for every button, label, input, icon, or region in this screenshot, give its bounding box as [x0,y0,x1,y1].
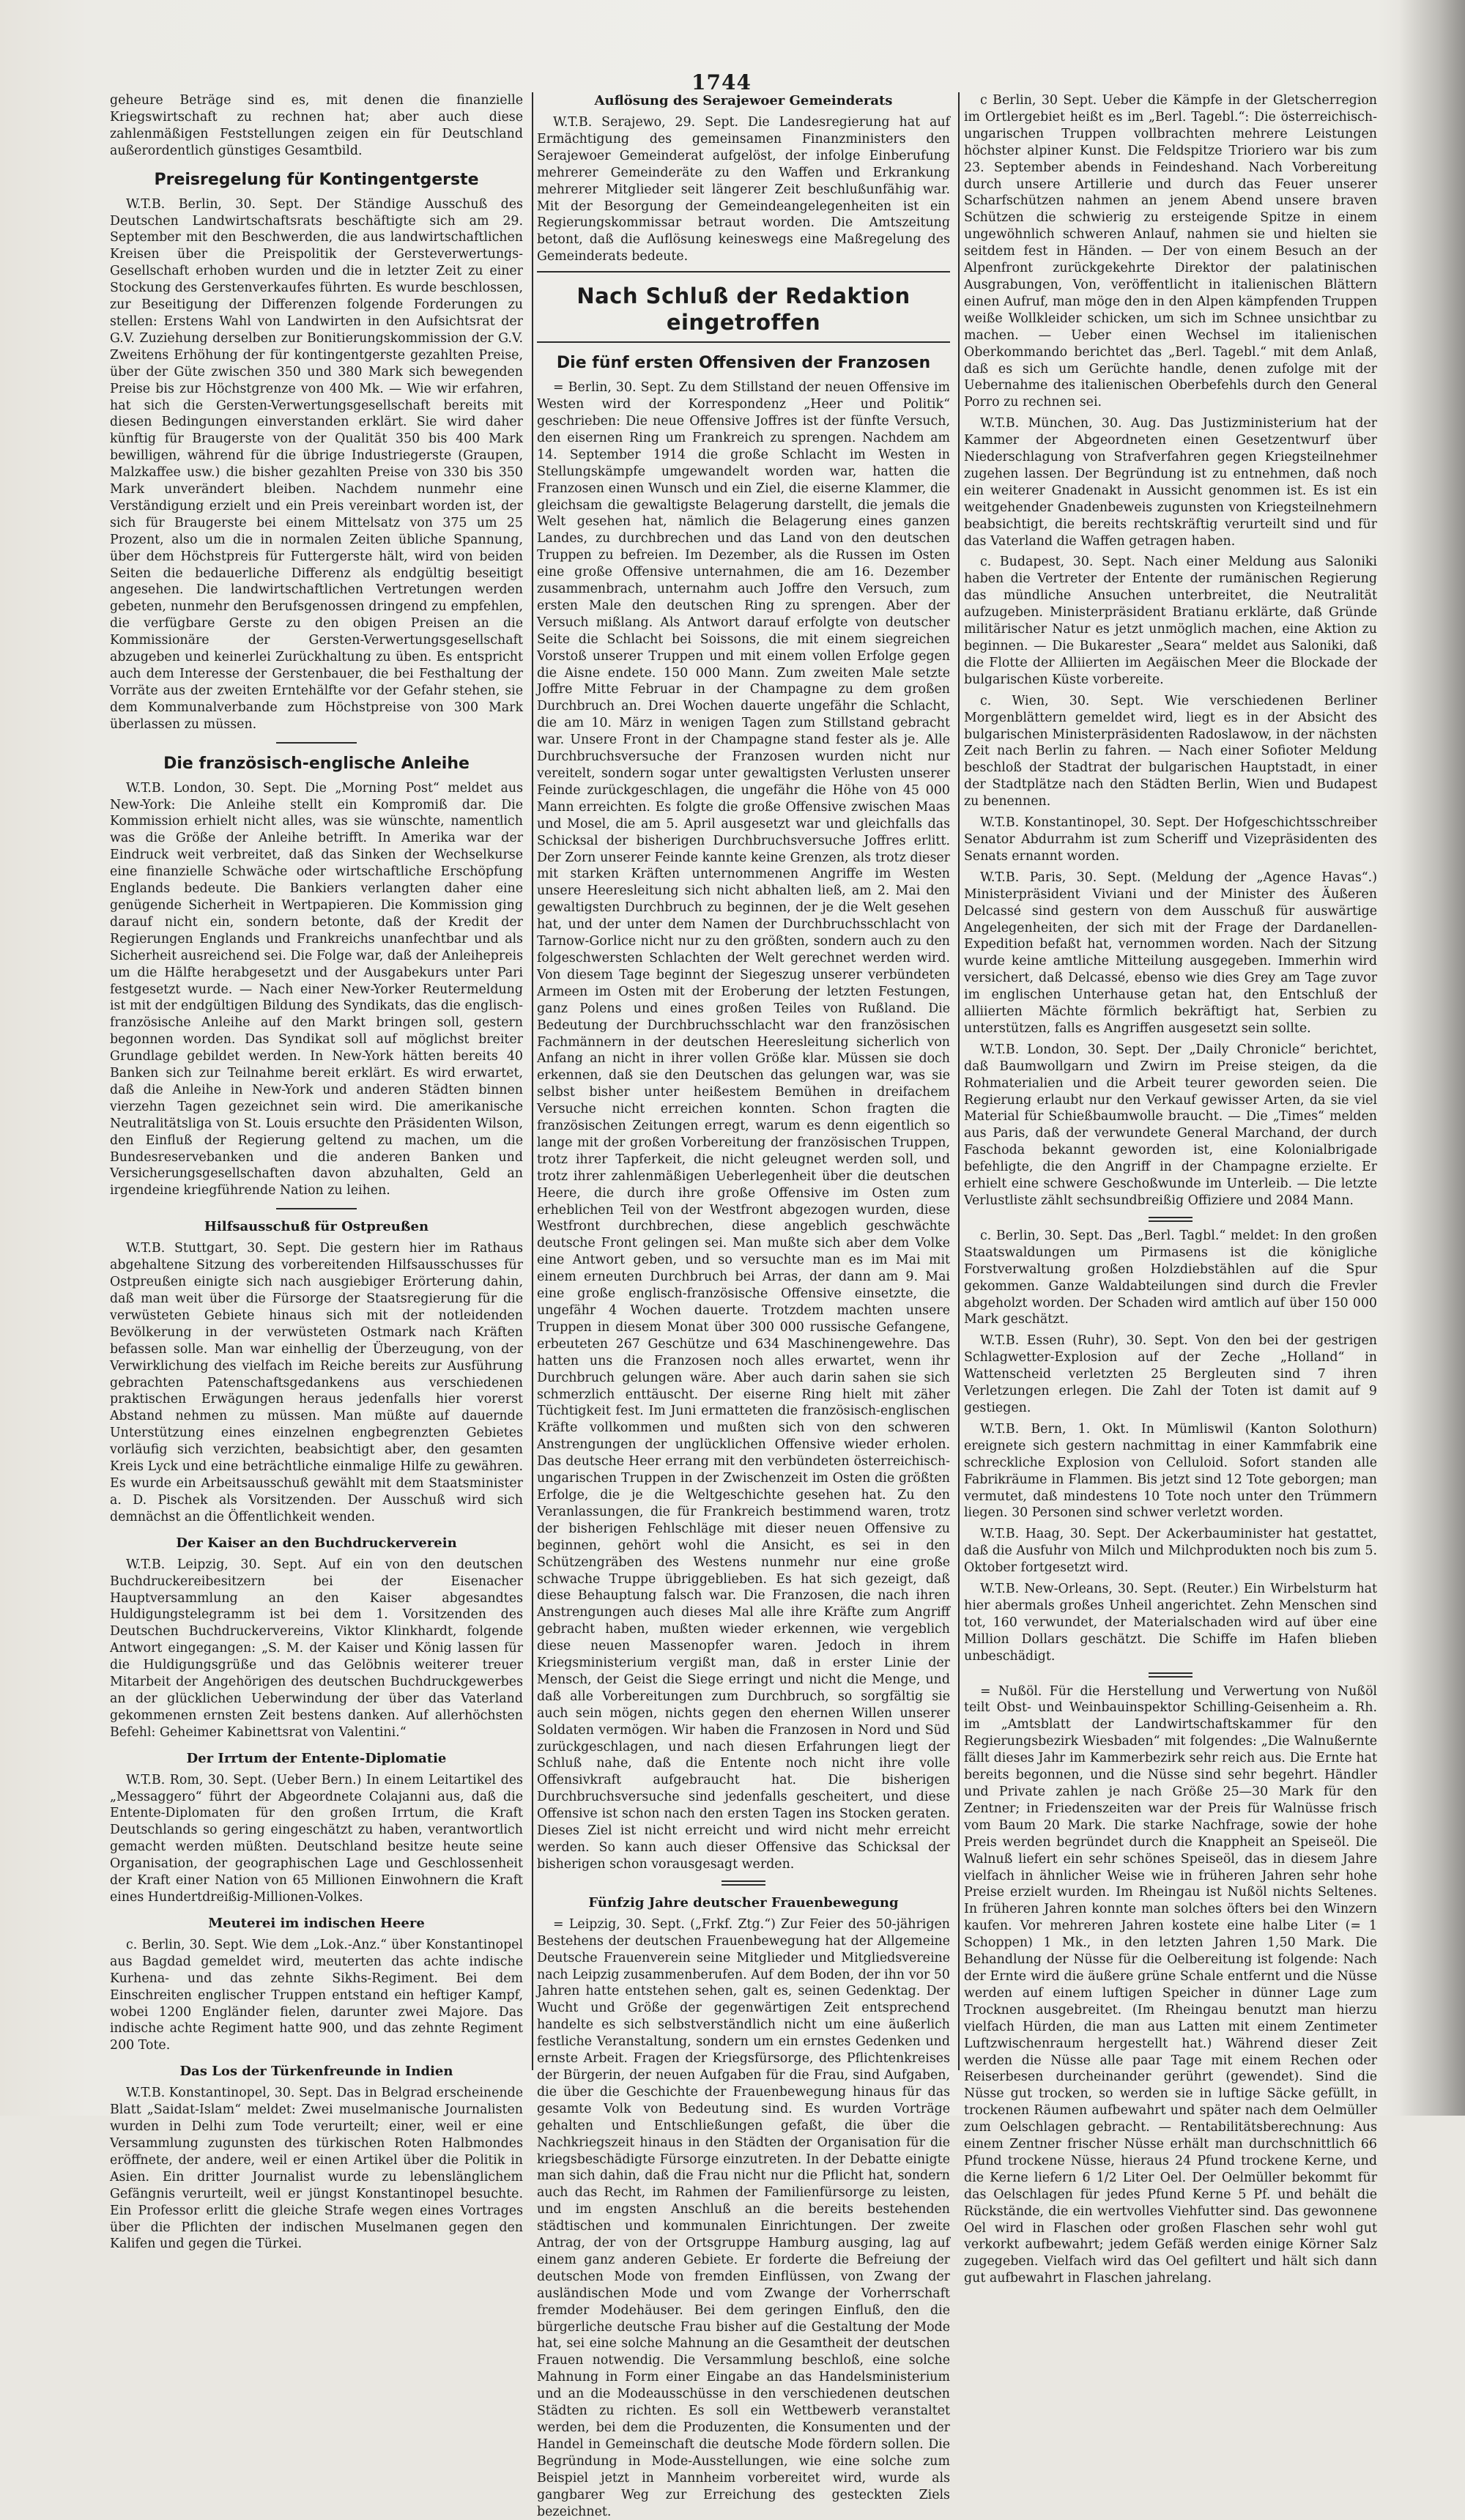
news-item-wien: c. Wien, 30. Sept. Wie verschiedenen Berliner Morgenblättern gemeldet wird, liegt es in der Absicht des bulgarischen Ministerpräsidenten Radoslawow, in der nächsten Zeit nach Berlin zu fahren. — Nach einer Sofioter Meldung beschloß der Stadtrat der bulgarischen Hauptstadt, in einer der Stadtplätze nach den Städten Berlin, Wien und Budapest zu benennen. [964,693,1377,809]
article-tuerkenfreunde: W.T.B. Konstantinopel, 30. Sept. Das in Belgrad erscheinende Blatt „Saidat-Islam“ meldet: Zwei muselmanische Journalisten wurden in Delhi zum Tode verurteilt; einer, weil er eine Versammlung zugunsten des türkischen Roten Halbmondes eröffnete, der andere, weil er einen Artikel über die Politik in Asien. Ein dritter Journalist wurde zu lebenslänglichem Gefängnis verurteilt, weil er jüngst Konstantinopel besuchte. Ein Professor erlitt die gleiche Strafe wegen eines Vortrages über die Pflichten der indischen Muselmanen gegen den Kalifen und gegen die Türkei. [110,2086,523,2252]
divider [276,742,357,744]
article-irrtum: W.T.B. Rom, 30. Sept. (Ueber Bern.) In einem Leitartikel des „Messaggero“ führt der Abgeordnete Colajanni aus, daß die Entente-Diplomaten für den großen Irrtum, die Kraft Deutschlands so gering eingeschätzt zu haben, verantwortlich gemacht werden müßten. Deutschland besitze heute seine Organisation, der geographischen Lage und Geschlossenheit der Kraft einer Nation von 65 Millionen Einwohnern die Kraft eines Hundertdreißig-Millionen-Volkes. [110,1772,523,1905]
headline-meuterei: Meuterei im indischen Heere [208,1915,425,1931]
divider [537,271,950,273]
article-meuterei: c. Berlin, 30. Sept. Wie dem „Lok.-Anz.“ über Konstantinopel aus Bagdad gemeldet wird, meuterten das achte indische Kurhena- und das zehnte Sikhs-Regiment. Bei dem Einschreiten englischer Truppen entstand ein heftiger Kampf, wobei 1200 Engländer fielen, darunter zwei Majore. Das indische achte Regiment hatte 900, und das zehnte Regiment 200 Tote. [110,1937,523,2053]
news-item-london: W.T.B. London, 30. Sept. Der „Daily Chronicle“ berichtet, daß Baumwollgarn und Zwirn im Preise steigen, da die Rohmaterialien und die Arbeit teurer geworden seien. Die Regierung erlaubt nur den Verkauf gewisser Arten, da sie viel Material für Schießbaumwolle braucht. — Die „Times“ melden aus Paris, daß der verwundete General Marchand, der durch Faschoda bekannt geworden ist, eine Kolonialbrigade befehligte, die den Angriff in der Champagne erzielte. Er erhielt eine schwere Geschoßwunde im Unterleib. — Die letzte Verlustliste zählt sechsundbreißig Offiziere und 2084 Mann. [964,1042,1377,1208]
banner-redaktionsschluss: Nach Schluß der Redaktion eingetroffen [576,284,910,336]
article-hilfsausschuss: W.T.B. Stuttgart, 30. Sept. Die gestern hier im Rathaus abgehaltene Sitzung des vorbereitenden Hilfsausschusses für Ostpreußen einigte sich nach ausgiebiger Erörterung dahin, daß man weit über die Fürsorge der Staatsregierung für die verwüsteten Gebiete hinaus sich mit der notleidenden Bevölkerung in der verwüsteten Ostmark nach Kräften befassen solle. Man war einhellig der Überzeugung, von der Verwirklichung des vielfach im Reiche bereits zur Ausführung gebrachten Patenschaftsgedankens aus verschiedenen praktischen Erwägungen heraus jedenfalls hier vorerst Abstand nehmen zu müssen. Man müßte auf dauernde Unterstützung eines einzelnen engbegrenzten Gebietes vorläufig sich verzichten, beabsichtigt aber, den gesamten Kreis Lyck und eine beträchtliche einmalige Hilfe zu gewähren. Es wurde ein Arbeitsausschuß gewählt mit dem Staatsminister a. D. Pischek als Vorsitzenden. Der Ausschuß wird sich demnächst an die Öffentlichkeit wenden. [110,1241,523,1524]
news-item-konstantinopel: W.T.B. Konstantinopel, 30. Sept. Der Hofgeschichtsschreiber Senator Abdurrahm ist zum Scheriff und Vizepräsidenten des Senats ernannt worden. [964,815,1377,864]
column-1 [110,92,523,2252]
news-item-haag: W.T.B. Haag, 30. Sept. Der Ackerbauminister hat gestattet, daß die Ausfuhr von Milch und Milchprodukten noch bis zum 5. Oktober fortgesetzt wird. [964,1527,1377,1576]
news-item-paris: W.T.B. Paris, 30. Sept. (Meldung der „Agence Havas“.) Ministerpräsident Viviani und der Minister des Äußeren Delcassé sind gestern von dem Ausschuß für auswärtige Angelegenheiten, der sich mit der Frage der Dardanellen-Expedition befaßt hat, vernommen worden. Nach der Sitzung wurde keine amtliche Mitteilung ausgegeben. Immerhin wird versichert, daß Delcassé, ebenso wie dies Grey am Tage zuvor im englischen Unterhause getan hat, den Entschluß der alliierten Mächte förmlich bekräftigt hat, Serbien zu unterstützen, falls es Angriffen ausgesetzt sein sollte. [964,870,1377,1036]
news-item-pirmasens: c. Berlin, 30. Sept. Das „Berl. Tagbl.“ meldet: In den großen Staatswaldungen um Pirmasens ist die königliche Forstverwaltung großen Holzdiebstählen auf die Spur gekommen. Ganze Waldabteilungen sind durch die Frevler abgeholzt worden. Der Schaden wird amtlich auf über 150 000 Mark geschätzt. [964,1228,1377,1327]
divider [1149,1217,1193,1222]
divider [722,1880,765,1886]
news-item-muenchen: W.T.B. München, 30. Aug. Das Justizministerium hat der Kammer der Abgeordneten einen Gesetzentwurf über Niederschlagung von Strafverfahren gegen Kriegsteilnehmer zugehen lassen. Der Begründung ist zu entnehmen, daß noch ein weiterer Gnadenakt in Aussicht genommen ist. Es ist ein weitgehender Gnadenbeweis zugunsten von Kriegsteilnehmern beabsichtigt, die bereits rechtskräftig verurteilt sind und für das Vaterland die Waffen getragen haben. [964,416,1377,549]
news-item-new-orleans: W.T.B. New-Orleans, 30. Sept. (Reuter.) Ein Wirbelsturm hat hier abermals großes Unheil angerichtet. Zehn Menschen sind tot, 160 verwundet, der Materialschaden wird auf über eine Million Dollars geschätzt. Die Schiffe im Hafen blieben unbeschädigt. [964,1582,1377,1664]
news-item-essen: W.T.B. Essen (Ruhr), 30. Sept. Von den bei der gestrigen Schlagwetter-Explosion auf der Zeche „Holland“ in Wattenscheid verletzten 25 Bergleuten sind 7 ihren Verletzungen erlegen. Die Zahl der Toten ist damit auf 9 gestiegen. [964,1333,1377,1415]
article-frauenbewegung: = Leipzig, 30. Sept. („Frkf. Ztg.“) Zur Feier des 50-jährigen Bestehens der deutschen Frauenbewegung hat der Allgemeine Deutsche Frauenverein seine Mitglieder und Mitgliedsvereine nach Leipzig zusammenberufen. Auf dem Boden, der ihn vor 50 Jahren hatte entstehen sehen, galt es, seinen Gedenktag. Der Wucht und Größe der gegenwärtigen Zeit entsprechend handelte es sich selbstverständlich nicht um eine äußerlich festliche Veranstaltung, sondern um ein ernstes Gedenken und ernste Arbeit. Fragen der Kriegsfürsorge, des Pflichtenkreises der Bürgerin, der neuen Aufgaben für die Frau, sind Aufgaben, die über die Geschichte der Frauenbewegung hinaus für das gesamte Volk von Bedeutung sind. Es wurden Vorträge gehalten und Entschließungen gefaßt, die über die Nachkriegszeit hinaus in den Städten der Organisation für die kriegsbeschädigte Fürsorge einzutreten. In der Debatte einigte man sich dahin, daß die Frau nicht nur die Pflicht hat, sondern auch das Recht, im Rahmen der Familienfürsorge zu leisten, und im engsten Anschluß an die bereits bestehenden städtischen und kommunalen Einrichtungen. Der zweite Antrag, der von der Ortsgruppe Hamburg ausging, lag auf einem ganz anderen Gebiete. Er forderte die Befreiung der deutschen Mode von fremden Einflüssen, von Zwang der ausländischen Mode und vom Zwange der Vorherrschaft fremder Modehäuser. Bei dem geringen Einfluß, den die bürgerliche deutsche Frau bisher auf die Gestaltung der Mode hat, sei eine solche Mahnung an die Gesamtheit der deutschen Frauen notwendig. Die Versammlung beschloß, eine solche Mahnung in Form einer Eingabe an das Handelsministerium und an die Modeausschüsse in den verschiedenen deutschen Städten zu richten. Es soll ein Wettbewerb veranstaltet werden, bei dem die Produzenten, die Konsumenten und der Handel in Gemeinschaft die deutsche Mode fördern sollen. Die Begründung in Mode-Ausstellungen, wie eine solche zum Beispiel jetzt in Mannheim vorbereitet wird, wurde als gangbarer Weg zur Erreichung des gesteckten Ziels bezeichnet. [537,1916,950,2519]
binding-shadow [1399,0,1465,2116]
article-aufloesung: W.T.B. Serajewo, 29. Sept. Die Landesregierung hat auf Ermächtigung des gemeinsamen Finanzministers den Serajewoer Gemeinderat aufgelöst, der infolge Einberufung mehrerer Gemeinderäte zu den Waffen und Erkrankung mehrerer Mitglieder seit längerer Zeit beschlußunfähig war. Mit der Besorgung der Gemeindeangelegenheiten ist ein Regierungskommissar betraut worden. Die Amtszeitung betont, daß die Auflösung keineswegs eine Maßregelung des Gemeinderats bedeute. [537,115,950,264]
article-kaiser: W.T.B. Leipzig, 30. Sept. Auf ein von den deutschen Buchdruckereibesitzern bei der Eisenacher Hauptversammlung an den Kaiser abgesandtes Huldigungstelegramm ist bei dem 1. Vorsitzenden des Deutschen Buchdruckervereins, Viktor Klinkhardt, folgende Antwort eingegangen: „S. M. der Kaiser und König lassen für die Huldigungsgrüße und das Gelöbnis weiterer treuer Mitarbeit der Angehörigen des deutschen Buchdruckgewerbes an der glücklichen Ueberwindung der über das Vaterland gekommenen ernsten Zeit bestens danken. Auf allerhöchsten Befehl: Geheimer Kabinettsrat von Valentini.“ [110,1557,523,1740]
article-anleihe: W.T.B. London, 30. Sept. Die „Morning Post“ meldet aus New-York: Die Anleihe stellt ein Kompromiß dar. Die Kommission erhielt nicht alles, was sie wünschte, namentlich was die Größe der Anleihe betrifft. In Amerika war der Eindruck weit verbreitet, daß das Sinken der Wechselkurse eine finanzielle Schwäche oder wirtschaftliche Erschöpfung Englands bedeute. Die Bankiers verlangten daher eine genügende Sicherheit in Wertpapieren. Die Kommission ging darauf nicht ein, sondern betonte, daß der Kredit der Regierungen Englands und Frankreichs unanfechtbar und als Sicherheit ausreichend sei. Die Folge war, daß der Anleihepreis um die Hälfte herabgesetzt und der Ausgabekurs unter Pari festgesetzt wurde. — Nach einer New-Yorker Reutermeldung ist mit der endgültigen Bildung des Syndikats, das die englisch-französische Anleihe auf den Markt bringen soll, gestern begonnen worden. Das Syndikat soll auf möglichst breiter Grundlage gebildet werden. In New-York hätten bereits 40 Banken sich zur Teilnahme bereit erklärt. Es wird erwartet, daß die Anleihe in New-York und anderen Städten binnen vierzehn Tagen gezeichnet sein wird. Die amerikanische Neutralitätsliga von St. Louis ersuchte den Präsidenten Wilson, den Einfluß der Regierung geltend zu machen, um die Bundesreservebanken und die anderen Banken und Versicherungsgesellschaften davon abzuhalten, Geld an irgendeine kriegführende Nation zu leihen. [110,780,523,1198]
column-rule-left [532,92,533,2070]
headline-irrtum: Der Irrtum der Entente-Diplomatie [186,1750,447,1766]
column-2 [537,92,950,2519]
column-3 [964,92,1377,2286]
headline-anleihe: Die französisch-englische Anleihe [163,754,470,773]
news-item-budapest: c. Budapest, 30. Sept. Nach einer Meldung aus Saloniki haben die Vertreter der Entente der rumänischen Regierung das mündliche Ansuchen unterbreitet, die Neutralität aufzugeben. Ministerpräsident Bratianu erklärte, daß Gründe militärischer Natur es jetzt unmöglich machen, eine Aktion zu beginnen. — Die Bukarester „Seara“ meldet aus Saloniki, daß die Flotte der Alliierten im Aegäischen Meer die Blockade der bulgarischen Küste vorbereite. [964,555,1377,687]
divider [537,341,950,343]
divider [1149,1672,1193,1678]
column-rule-right [958,92,960,2070]
article-nussoel: = Nußöl. Für die Herstellung und Verwertung von Nußöl teilt Obst- und Weinbauinspektor Schilling-Geisenheim a. Rh. im „Amtsblatt der Landwirtschaftskammer für den Regierungsbezirk Wiesbaden“ mit folgendes: „Die Walnußernte fällt dieses Jahr im Kammerbezirk sehr reich aus. Die Ernte hat bereits begonnen, und die Nüsse sind sehr begehrt. Händler und Private zahlen je nach Größe 25—30 Mark für den Zentner; in Friedenszeiten war der Preis für Walnüsse frisch vom Baum 20 Mark. Die starke Nachfrage, sowie der hohe Preis werden begründet durch die Knappheit an Speiseöl. Die Walnuß liefert ein sehr schönes Speiseöl, das in diesem Jahre vielfach in ähnlicher Weise wie in früheren Jahren sehr hohe Preise erzielt wurden. Im Rheingau ist Nußöl nichts Seltenes. In früheren Jahren konnte man solches öfters bei den Winzern kaufen. Vor mehreren Jahren kostete eine halbe Liter (= 1 Schoppen) 1 Mk., in den letzten Jahren 1,50 Mark. Die Behandlung der Nüsse für die Oelbereitung ist folgende: Nach der Ernte wird die äußere grüne Schale entfernt und die Nüsse werden auf einem luftigen Speicher in dünner Lage zum Trocknen ausgebreitet. (Im Rheingau benutzt man hierzu vielfach Hürden, die man aus Latten mit einem Zentimeter Luftzwischenraum hergestellt hat.) Während dieser Zeit werden die Nüsse alle paar Tage mit einem Rechen oder Reiserbesen durcheinander gerührt (gewendet). Sind die Nüsse gut trocken, so werden sie in luftige Säcke gefüllt, in trockenen Räumen aufbewahrt und später nach dem Oelmüller zum Oelschlagen gebracht. — Rentabilitätsberechnung: Aus einem Zentner frischer Nüsse erhält man durchschnittlich 66 Pfund trockene Nüsse, hieraus 24 Pfund trockene Kerne, und die Kerne liefern 6 1/2 Liter Oel. Der Oelmüller bekommt für das Oelschlagen für jedes Pfund Kerne 5 Pf. und behält die Rückstände, die ein wertvolles Viehfutter sind. Das gewonnene Oel wird in Flaschen oder großen Flaschen sehr wohl gut verkorkt aufbewahrt; jedem Gefäß werden einige Körner Salz zugegeben. Vielfach wird das Oel gefiltert und hält sich dann gut aufbewahrt in Flaschen jahrelang. [964,1683,1377,2286]
headline-tuerkenfreunde: Das Los der Türkenfreunde in Indien [179,2064,453,2080]
page-number: 1744 [691,70,752,94]
divider [276,1208,357,1209]
headline-hilfsausschuss: Hilfsausschuß für Ostpreußen [204,1219,429,1235]
article-intro-continuation: geheure Beträge sind es, mit denen die finanzielle Kriegswirtschaft zu rechnen hat; aber auch diese zahlenmäßigen Feststellungen zeigen ein für Deutschland außerordentlich günstiges Gesamtbild. [110,93,523,158]
news-item-gletscher: c Berlin, 30 Sept. Ueber die Kämpfe in der Gletscherregion im Ortlergebiet heißt es im „Berl. Tagebl.“: Die österreichisch-ungarischen Truppen vollbrachten mehrere Leistungen höchster alpiner Kunst. Die Feldspitze Trioriero war bis zum 23. September abends in Feindeshand. Nach Vorbereitung durch unsere Artillerie und durch das Feuer unserer Scharfschützen nahmen an jenem Abend unsere braven Schützen die schwierig zu ersteigende Spitze in einem ungewöhnlich schweren Anlauf, nahmen sie und hielten sie seitdem fest in Händen. — Der von einem Besuch an der Alpenfront zurückgekehrte Direktor der palatinischen Ausgrabungen, Von, veröffentlicht in italienischen Blättern einen Aufruf, man möge den in den Alpen kämpfenden Truppen weiße Wollkleider schicken, um sich im Schnee unsichtbar zu machen. — Ueber einen Wechsel im italienischen Oberkommando berichtet das „Berl. Tagebl.“ mit dem Anlaß, daß es sich um Gerüchte handle, denen zufolge mit der Uebernahme des italienischen Oberbefehls durch den General Porro zu rechnen sei. [964,93,1377,410]
headline-frauenbewegung: Fünfzig Jahre deutscher Frauenbewegung [588,1894,899,1911]
headline-kaiser: Der Kaiser an den Buchdruckerverein [176,1535,457,1551]
headline-aufloesung: Auflösung des Serajewoer Gemeinderats [594,93,893,108]
news-item-bern: W.T.B. Bern, 1. Okt. In Mümliswil (Kanton Solothurn) ereignete sich gestern nachmittag in einer Kammfabrik eine schreckliche Explosion von Celluloid. Sofort standen alle Fabrikräume in Flammen. Bis jetzt sind 12 Tote geborgen; man vermutet, daß mindestens 10 Tote noch unter den Trümmern liegen. 30 Personen sind schwer verletzt worden. [964,1421,1377,1521]
article-offensiven: = Berlin, 30. Sept. Zu dem Stillstand der neuen Offensive im Westen wird der Korrespondenz „Heer und Politik“ geschrieben: Die neue Offensive Joffres ist der fünfte Versuch, den eisernen Ring um Frankreich zu sprengen. Nachdem am 14. September 1914 die große Schlacht im Westen in Stellungskämpfe umgewandelt worden war, hatten die Franzosen einen Wunsch und ein Ziel, die eiserne Klammer, die gleichsam die gewaltigste Belagerung darstellt, die jemals die Welt gesehen hat, nämlich die Belagerung eines ganzen Landes, zu durchbrechen und das Land von den deutschen Truppen zu befreien. Im Dezember, als die Russen im Osten eine große Offensive unternahmen, die am 16. Dezember zusammenbrach, unternahm auch Joffre den Versuch, zum ersten Male den deutschen Ring zu sprengen. Aber der Versuch mißlang. Als Antwort darauf erfolgte von deutscher Seite die Schlacht bei Soissons, die mit einem siegreichen Vorstoß unserer Truppen und mit einem vollen Erfolge gegen die Aisne endete. 150 000 Mann. Zum zweiten Male setzte Joffre Mitte Februar in der Champagne zu dem großen Durchbruch an. Drei Wochen dauerte ungefähr die Schlacht, die am 10. März in wenigen Tagen zum Stillstand gebracht war. Unsere Front in der Champagne stand fester als je. Alle Durchbruchsversuche der Franzosen wurden nicht nur vereitelt, sondern sogar unter gewaltigsten Verlusten unserer Feinde zurückgeschlagen, die ungefähr die Höhe von 45 000 Mann erreichten. Es folgte die große Offensive zwischen Maas und Mosel, die am 5. April ausgesetzt war und gleichfalls das Schicksal der bisherigen Durchbruchsversuche Joffres erlitt. Der Zorn unserer Feinde kannte keine Grenzen, als trotz dieser mit starken Kräften unternommenen Angriffe im Westen unsere Heeresleitung sich nicht abhalten ließ, am 2. Mai den gewaltigsten Durchbruch zu beginnen, der je die Welt gesehen hat, und der unter dem Namen der Durchbruchsschlacht von Tarnow-Gorlice nicht nur zu den größten, sondern auch zu den folgeschwersten Schlachten der Welt gerechnet werden wird. Von diesem Tage beginnt der Siegeszug unserer verbündeten Armeen im Osten mit der Eroberung der letzten Festungen, ganz Polens und eines großen Teiles von Rußland. Die Bedeutung der Durchbruchsschlacht war den französischen Fachmännern in der deutschen Heeresleitung sicherlich von Anfang an nicht in ihrer vollen Größe klar. Müssen sie doch erkennen, daß sie den Deutschen das gelungen war, was sie selbst bisher unter heißestem Bemühen in dreifachem Versuche nicht erreichen konnten. Schon fragten die französischen Zeitungen erregt, warum es denn eigentlich so lange mit der großen Vorbereitung der französischen Truppen, trotz ihrer Tapferkeit, die nicht geleugnet werden soll, und trotz ihrer zahlenmäßigen Ueberlegenheit über die deutschen Heere, die durch ihre große Offensive im Osten zum erheblichen Teil von der Westfront abgezogen wurden, diese Westfront durchbrechen, diese angeblich geschwächte deutsche Front gelingen sei. Man mußte sich aber dem Volke eine Antwort geben, und so versuchte man es im Mai mit einem erneuten Durchbruch bei Arras, der dann am 9. Mai eine große englisch-französische Offensive einsetzte, die ungefähr 4 Wochen dauerte. Trotzdem machten unsere Truppen in diesem Monat über 300 000 russische Gefangene, erbeuteten 267 Geschütze und 634 Maschinengewehre. Das hatten uns die Franzosen noch alles erwartet, wenn ihr Durchbruch gelungen wäre. Aber auch darin sahen sie sich schmerzlich enttäuscht. Der eiserne Ring hielt mit zäher Tüchtigkeit fest. Im Juni ermatteten die französisch-englischen Kräfte vollkommen und mußten sich von den schweren Anstrengungen der unglücklichen Offensive wieder erholen. Das deutsche Heer errang mit den verbündeten österreichisch-ungarischen Truppen in der Zwischenzeit im Osten die größten Erfolge, die je die Weltgeschichte gesehen hat. Zu den Veranlassungen, die für Frankreich bestimmend waren, trotz der bisherigen Fehlschläge mit dieser neuen Offensive zu beginnen, gehört wohl die Ansicht, es sei in den Schützengräben des Westens nunmehr nur eine große schwache Truppe übriggeblieben. Es hat sich gezeigt, daß diese Behauptung falsch war. Die Franzosen, die nach ihren Anstrengungen auch dieses Mal alle ihre Kräfte zum Angriff gebracht haben, mußten wieder erkennen, wie vergeblich diese neuen Massenopfer waren. Jedoch in ihrem Kriegsministerium vergißt man, daß in erster Linie der Mensch, der Geist die Siege erringt und nicht die Menge, und daß alle Vorbereitungen zum Durchbruch, so sorgfältig sie auch sein mögen, nichts gegen den ehernen Willen unserer Soldaten vermögen. Wir haben die Franzosen in Nord und Süd zurückgeschlagen, und nach diesen Erfahrungen liegt der Schluß nahe, daß die Entente noch nicht ihre volle Offensivkraft aufgebraucht hat. Die bisherigen Durchbruchsversuche sind jedenfalls gescheitert, und diese Offensive ist schon nach den ersten Tagen ins Stocken geraten. Dieses Ziel ist nicht erreicht und wird nicht mehr erreicht werden. So kann auch dieser Offensive das Schicksal der bisherigen schon vorausgesagt werden. [537,380,950,1872]
article-preisregelung: W.T.B. Berlin, 30. Sept. Der Ständige Ausschuß des Deutschen Landwirtschaftsrats beschäftigte sich am 29. September mit den Beschwerden, die aus landwirtschaftlichen Kreisen über die Preispolitik der Gersteverwertungs-Gesellschaft erhoben wurden und die in letzter Zeit zu einer Stockung des Gerstenverkaufes führten. Es wurde beschlossen, zur Beseitigung der Differenzen folgende Forderungen zu stellen: Erstens Wahl von Landwirten in den Aufsichtsrat der G.V. Zuziehung derselben zur Bonitierungskommission der G.V. Zweitens Erhöhung der für kontingentgerste gezahlten Preise, über der Güte zwischen 350 und 380 Mark sich bewegenden Preise bis zur Höchstgrenze von 400 Mk. — Wie wir erfahren, hat sich die Gersten-Verwertungsgesellschaft bereits mit diesen Bedingungen einverstanden erklärt. Sie wird daher künftig für Braugerste von der Qualität 350 bis 400 Mark bewilligen, während für die übrige Industriegerste (Graupen, Malzkaffee usw.) die bisher gezahlten Preise von 330 bis 350 Mark unverändert bleiben. Nachdem nunmehr eine Verständigung erzielt und ein Preis vereinbart worden ist, der sich für Braugerste bei einem Mittelsatz von 375 um 25 Prozent, also um die in normalen Zeiten übliche Spannung, über dem Höchstpreis für Futtergerste hält, wird von beiden Seiten die bedauerliche Differenz als endgültig beseitigt angesehen. Die landwirtschaftlichen Vertretungen werden gebeten, nunmehr den Berufsgenossen dringend zu empfehlen, die verfügbare Gerste zu den obigen Preisen an die Kommissionäre der Gersten-Verwertungsgesellschaft abzugeben und keinerlei Zurückhaltung zu üben. Es entspricht auch dem Interesse der Gerstenbauer, die bei Festhaltung der Vorräte aus der zweiten Erntehälfte vor der Gefahr stehen, sie dem Kommunalverbande zum Höchstpreise von 300 Mark überlassen zu müssen. [110,196,523,732]
headline-offensiven: Die fünf ersten Offensiven der Franzosen [556,354,931,373]
headline-preisregelung: Preisregelung für Kontingentgerste [154,170,479,189]
